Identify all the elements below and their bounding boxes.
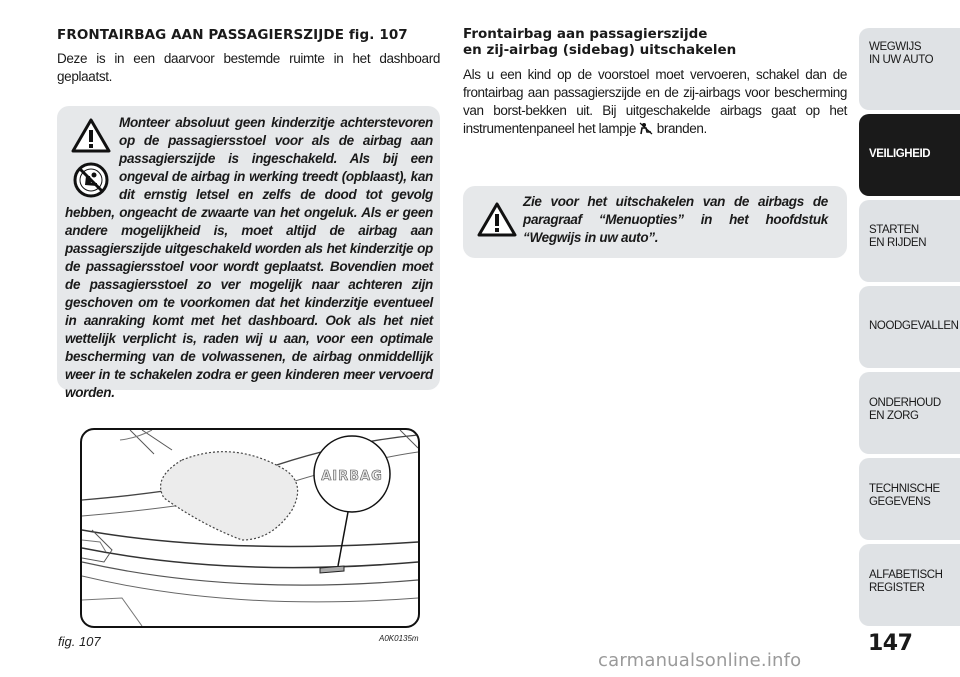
- tab-wegwijs[interactable]: WEGWIJS IN UW AUTO: [859, 28, 960, 110]
- airbag-label: AIRBAG: [321, 469, 383, 484]
- figure-caption: fig. 107: [58, 634, 101, 649]
- tab-technische-gegevens[interactable]: TECHNISCHE GEGEVENS: [859, 458, 960, 540]
- section-heading-frontairbag: FRONTAIRBAG AAN PASSAGIERSZIJDE fig. 107: [57, 27, 408, 43]
- airbag-off-lamp-icon: [639, 122, 653, 135]
- menu-options-warning-box: [463, 186, 847, 258]
- tab-alfabetisch-register[interactable]: ALFABETISCH REGISTER: [859, 544, 960, 626]
- page-number: 147: [868, 631, 913, 656]
- section-heading-deactivate-line1: Frontairbag aan passagierszijde: [463, 26, 708, 42]
- right-column: [463, 26, 847, 138]
- child-seat-warning-box: [57, 106, 440, 400]
- tab-starten-en-rijden[interactable]: STARTEN EN RIJDEN: [859, 200, 960, 282]
- child-seat-warning-text: Monteer absoluut geen kinderzitje achterstevoren op de passagiersstoel voor als de airbag aan passagierszijde is ingeschakeld. Als bij een ongeval de airbag in werking treedt (opblaast), kan dit ernstig letsel en zelfs de dood tot gevolg hebben, ongeacht de zwaarte van het ongeluk. Als er geen andere mogelijkheid is, moet altijd de airbag aan passagierszijde uitgeschakeld worden als het kinderzitje op de passagiersstoel voor wordt geplaatst. Bovendien moet de passagiersstoel zo ver mogelijk naar achteren zijn geschoven om te voorkomen dat het kinderzitje eventueel in aanraking komt met het dashboard. Ook als het niet wettelijk verplicht is, raden wij u aan, voor een optimale bescherming van de volwassenen, de airbag onmiddellijk weer in te schakelen zodra er geen kinderen meer vervoerd worden.: [65, 115, 433, 400]
- deactivate-text-after: branden.: [656, 121, 707, 136]
- deactivate-text-before: Als u een kind op de voorstoel moet vervoeren, schakel dan de frontairbag aan passagierszijde en de zij-airbags voor bescherming van borst-bekken uit. Bij uitgeschakelde airbags gaat op het instrumentenpaneel het lampje: [463, 67, 847, 136]
- warning-triangle-icon: [477, 202, 517, 238]
- tab-onderhoud-en-zorg[interactable]: ONDERHOUD EN ZORG: [859, 372, 960, 454]
- figure-code: A0K0135m: [379, 634, 419, 643]
- intro-paragraph: Deze is in een daarvoor bestemde ruimte in het dashboard geplaatst.: [57, 51, 440, 84]
- watermark: carmanualsonline.info: [598, 650, 802, 671]
- dashboard-illustration: [82, 430, 418, 626]
- left-column: [57, 26, 440, 86]
- tab-noodgevallen[interactable]: NOODGEVALLEN: [859, 286, 960, 368]
- deactivate-paragraph: [463, 66, 847, 138]
- dashboard-airbag-figure: [80, 428, 420, 628]
- menu-options-warning-text: Zie voor het uitschakelen van de airbags de paragraaf “Menuopties” in het hoofdstuk “Wegwijs in uw auto”.: [523, 194, 828, 245]
- tab-veiligheid[interactable]: VEILIGHEID: [859, 114, 960, 196]
- section-heading-deactivate-line2: en zij-airbag (sidebag) uitschakelen: [463, 42, 737, 58]
